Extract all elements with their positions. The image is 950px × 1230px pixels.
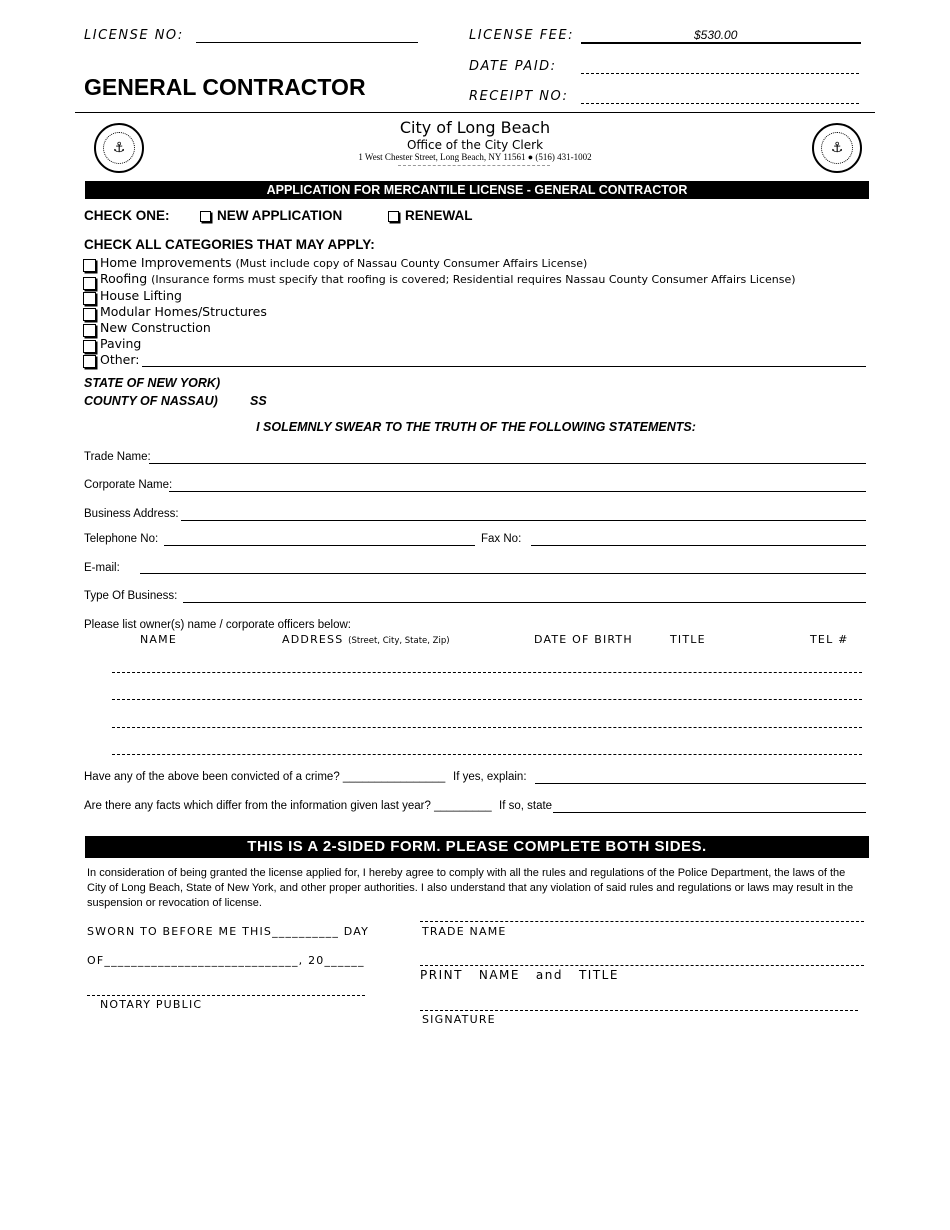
facts-question: Are there any facts which differ from the information given last year? _________ [84,800,492,812]
two-sided-banner: THIS IS A 2-SIDED FORM. PLEASE COMPLETE BOTH SIDES. [85,836,869,858]
corporate-name-label: Corporate Name: [84,479,173,491]
city-seal-left [94,123,144,173]
category-note: (Insurance forms must specify that roofing is covered; Residential requires Nassau County Consumer Affairs License) [151,273,796,286]
seal-icon: ⚓ [103,132,135,164]
category-home-improvements [100,255,587,270]
venue-ss: SS [250,394,267,408]
owner-row[interactable] [112,727,862,728]
fax-field[interactable] [531,545,866,546]
oath-heading: I SOLEMNLY SWEAR TO THE TRUTH OF THE FOLLOWING STATEMENTS: [256,420,696,434]
check-one-label: CHECK ONE: [84,208,170,223]
category-paving: Paving [100,336,142,351]
date-paid-field[interactable] [581,73,859,74]
col-address-label: ADDRESS [282,633,344,646]
category-checkbox-roofing[interactable] [83,277,96,290]
facts-state-field[interactable] [553,812,866,813]
new-application-label: NEW APPLICATION [217,208,343,223]
email-label: E-mail: [84,562,120,574]
category-other: Other: [100,352,140,367]
header-divider [75,112,875,113]
category-label: Home Improvements [100,255,232,270]
category-checkbox-other[interactable] [83,355,96,368]
owner-row[interactable] [112,699,862,700]
renewal-label: RENEWAL [405,208,473,223]
business-address-label: Business Address: [84,508,179,520]
fax-label: Fax No: [481,533,522,545]
license-no-field[interactable] [196,42,418,43]
corporate-name-field[interactable] [169,491,866,492]
trade-name-sign-label: TRADE NAME [422,925,507,938]
page-title: GENERAL CONTRACTOR [84,74,366,100]
owners-intro: Please list owner(s) name / corporate officers below: [84,619,351,631]
crime-explain-label: If yes, explain: [453,771,527,783]
category-note: (Must include copy of Nassau County Consumer Affairs License) [235,257,588,270]
trade-name-label: Trade Name: [84,451,151,463]
venue-county: COUNTY OF NASSAU) [84,394,218,408]
col-address [282,633,450,646]
seal-icon: ⚓ [821,132,853,164]
license-fee-label: LICENSE FEE: [469,28,574,43]
facts-state-label: If so, state [499,800,553,812]
venue-state: STATE OF NEW YORK) [84,376,221,390]
col-tel: TEL # [810,633,849,646]
category-checkbox-paving[interactable] [83,340,96,353]
col-name: NAME [140,633,177,646]
consideration-text: In consideration of being granted the license applied for, I hereby agree to comply with all the rules and regulations of the Police Department, the laws of the City of Long Beach, State of New York, and other proper authorities. I also understand that any violation of said rules and regulations or laws may result in the suspension or revocation of license. [87,867,854,909]
office-address: 1 West Chester Street, Long Beach, NY 11561 ● (516) 431-1002 [358,152,592,162]
print-name-label: PRINT NAME and TITLE [420,968,619,982]
email-field[interactable] [140,573,866,574]
category-checkbox-house-lifting[interactable] [83,292,96,305]
signature-field[interactable] [420,1010,858,1011]
renewal-checkbox[interactable] [388,211,399,222]
office-name: Office of the City Clerk [406,138,544,152]
category-house-lifting: House Lifting [100,288,182,303]
crime-question: Have any of the above been convicted of a crime? ________________ [84,771,446,783]
signature-label: SIGNATURE [422,1013,496,1026]
notary-signature-field[interactable] [87,995,365,996]
category-checkbox-new-construction[interactable] [83,324,96,337]
owner-row[interactable] [112,754,862,755]
license-fee-value: $530.00 [694,28,738,42]
office-underline [398,165,550,166]
receipt-no-field[interactable] [581,103,859,104]
col-dob: DATE OF BIRTH [534,633,633,646]
city-seal-right [812,123,862,173]
owner-row[interactable] [112,672,862,673]
sworn-line: SWORN TO BEFORE ME THIS__________ DAY [87,925,370,938]
categories-heading: CHECK ALL CATEGORIES THAT MAY APPLY: [84,237,375,252]
notary-public-label: NOTARY PUBLIC [100,998,203,1011]
city-name: City of Long Beach [399,118,551,137]
category-label: Roofing [100,271,148,286]
other-field[interactable] [142,366,866,367]
col-address-note: (Street, City, State, Zip) [348,636,450,646]
application-banner: APPLICATION FOR MERCANTILE LICENSE - GENERAL CONTRACTOR [85,181,869,199]
license-fee-field[interactable] [581,42,861,44]
category-roofing [100,271,796,286]
of-date-line: OF_____________________________, 20______ [87,954,365,967]
type-of-business-field[interactable] [183,602,866,603]
receipt-no-label: RECEIPT NO: [469,89,569,104]
print-name-field[interactable] [420,965,864,966]
category-checkbox-home-improvements[interactable] [83,259,96,272]
category-modular-homes: Modular Homes/Structures [100,304,267,319]
trade-name-field[interactable] [149,463,866,464]
license-no-label: LICENSE NO: [84,28,184,43]
telephone-label: Telephone No: [84,533,159,545]
category-new-construction: New Construction [100,320,211,335]
trade-name-signature-field[interactable] [420,921,864,922]
telephone-field[interactable] [164,545,475,546]
business-address-field[interactable] [181,520,866,521]
type-of-business-label: Type Of Business: [84,590,178,602]
col-title: TITLE [670,633,706,646]
category-checkbox-modular-homes[interactable] [83,308,96,321]
crime-explain-field[interactable] [535,783,866,784]
new-application-checkbox[interactable] [200,211,211,222]
date-paid-label: DATE PAID: [469,59,557,74]
